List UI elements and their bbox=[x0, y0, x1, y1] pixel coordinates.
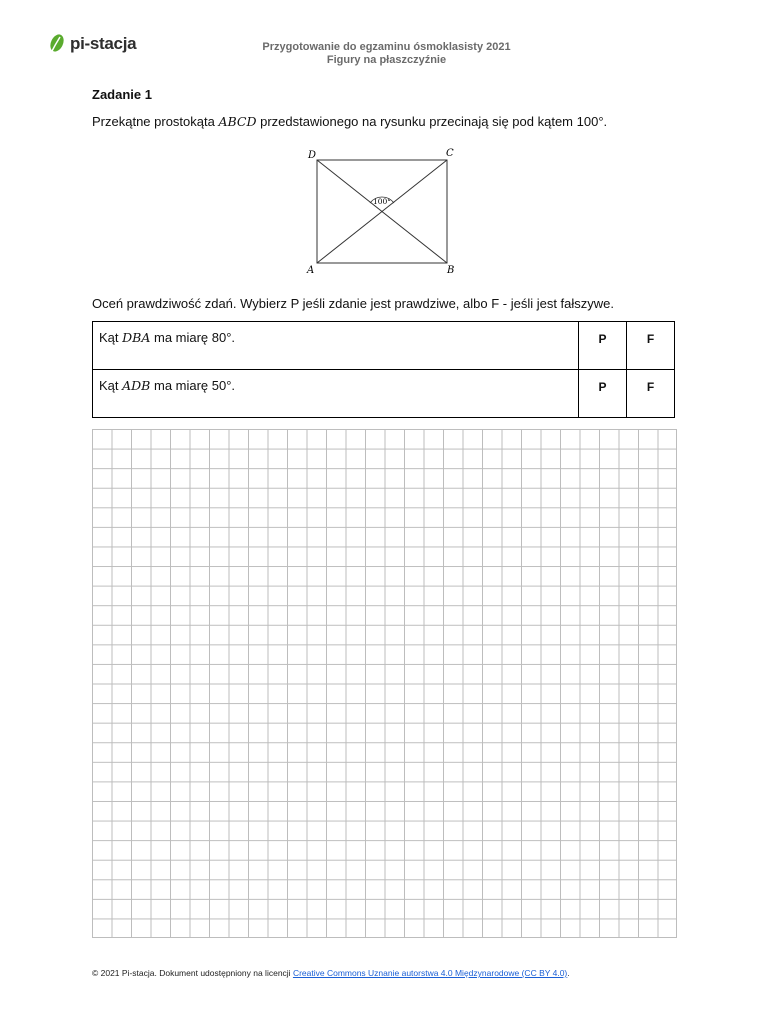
option-true[interactable]: P bbox=[579, 322, 627, 370]
statement-text bbox=[93, 370, 579, 418]
true-false-table bbox=[92, 321, 675, 418]
header-line-1: Przygotowanie do egzaminu ósmoklasisty 2021 bbox=[262, 41, 511, 53]
angle-label: 100° bbox=[372, 197, 392, 206]
option-true[interactable]: P bbox=[579, 370, 627, 418]
option-false[interactable]: F bbox=[627, 322, 675, 370]
vertex-d: D bbox=[308, 150, 317, 161]
header-line-2: Figury na płaszczyźnie bbox=[326, 54, 447, 66]
license-link[interactable]: Creative Commons Uznanie autorstwa 4.0 Międzynarodowe (CC BY 4.0) bbox=[292, 968, 568, 978]
document-header bbox=[0, 41, 768, 67]
task-text-end: przedstawionego na rysunku przecinają się pod kątem 100°. bbox=[256, 114, 608, 129]
rectangle-figure bbox=[300, 145, 465, 275]
statement-row bbox=[93, 322, 675, 370]
vertex-c: C bbox=[446, 148, 454, 159]
footer-text: © 2021 Pi-stacja. Dokument udostępniony na licencji bbox=[92, 968, 293, 978]
statement-prefix: Kąt bbox=[99, 378, 123, 393]
statement-prefix: Kąt bbox=[99, 330, 123, 345]
statement-math: ADB bbox=[122, 378, 151, 393]
logo-text: pi-stacja bbox=[70, 34, 137, 53]
statement-math: DBA bbox=[122, 330, 151, 345]
squared-paper-grid bbox=[92, 429, 677, 938]
footer bbox=[92, 968, 570, 978]
task-text-start: Przekątne prostokąta bbox=[92, 114, 219, 129]
option-false[interactable]: F bbox=[627, 370, 675, 418]
statement-row bbox=[93, 370, 675, 418]
statement-suffix: ma miarę 80°. bbox=[150, 330, 236, 345]
footer-end: . bbox=[567, 968, 570, 978]
statement-text bbox=[93, 322, 579, 370]
task-text bbox=[92, 114, 607, 129]
statement-suffix: ma miarę 50°. bbox=[150, 378, 236, 393]
task-math-rectangle: ABCD bbox=[218, 114, 257, 129]
task-title: Zadanie 1 bbox=[92, 87, 152, 102]
vertex-b: B bbox=[447, 265, 455, 275]
vertex-a: A bbox=[307, 265, 315, 275]
instruction-text: Oceń prawdziwość zdań. Wybierz P jeśli zdanie jest prawdziwe, albo F - jeśli jest fałszywe. bbox=[92, 296, 615, 311]
